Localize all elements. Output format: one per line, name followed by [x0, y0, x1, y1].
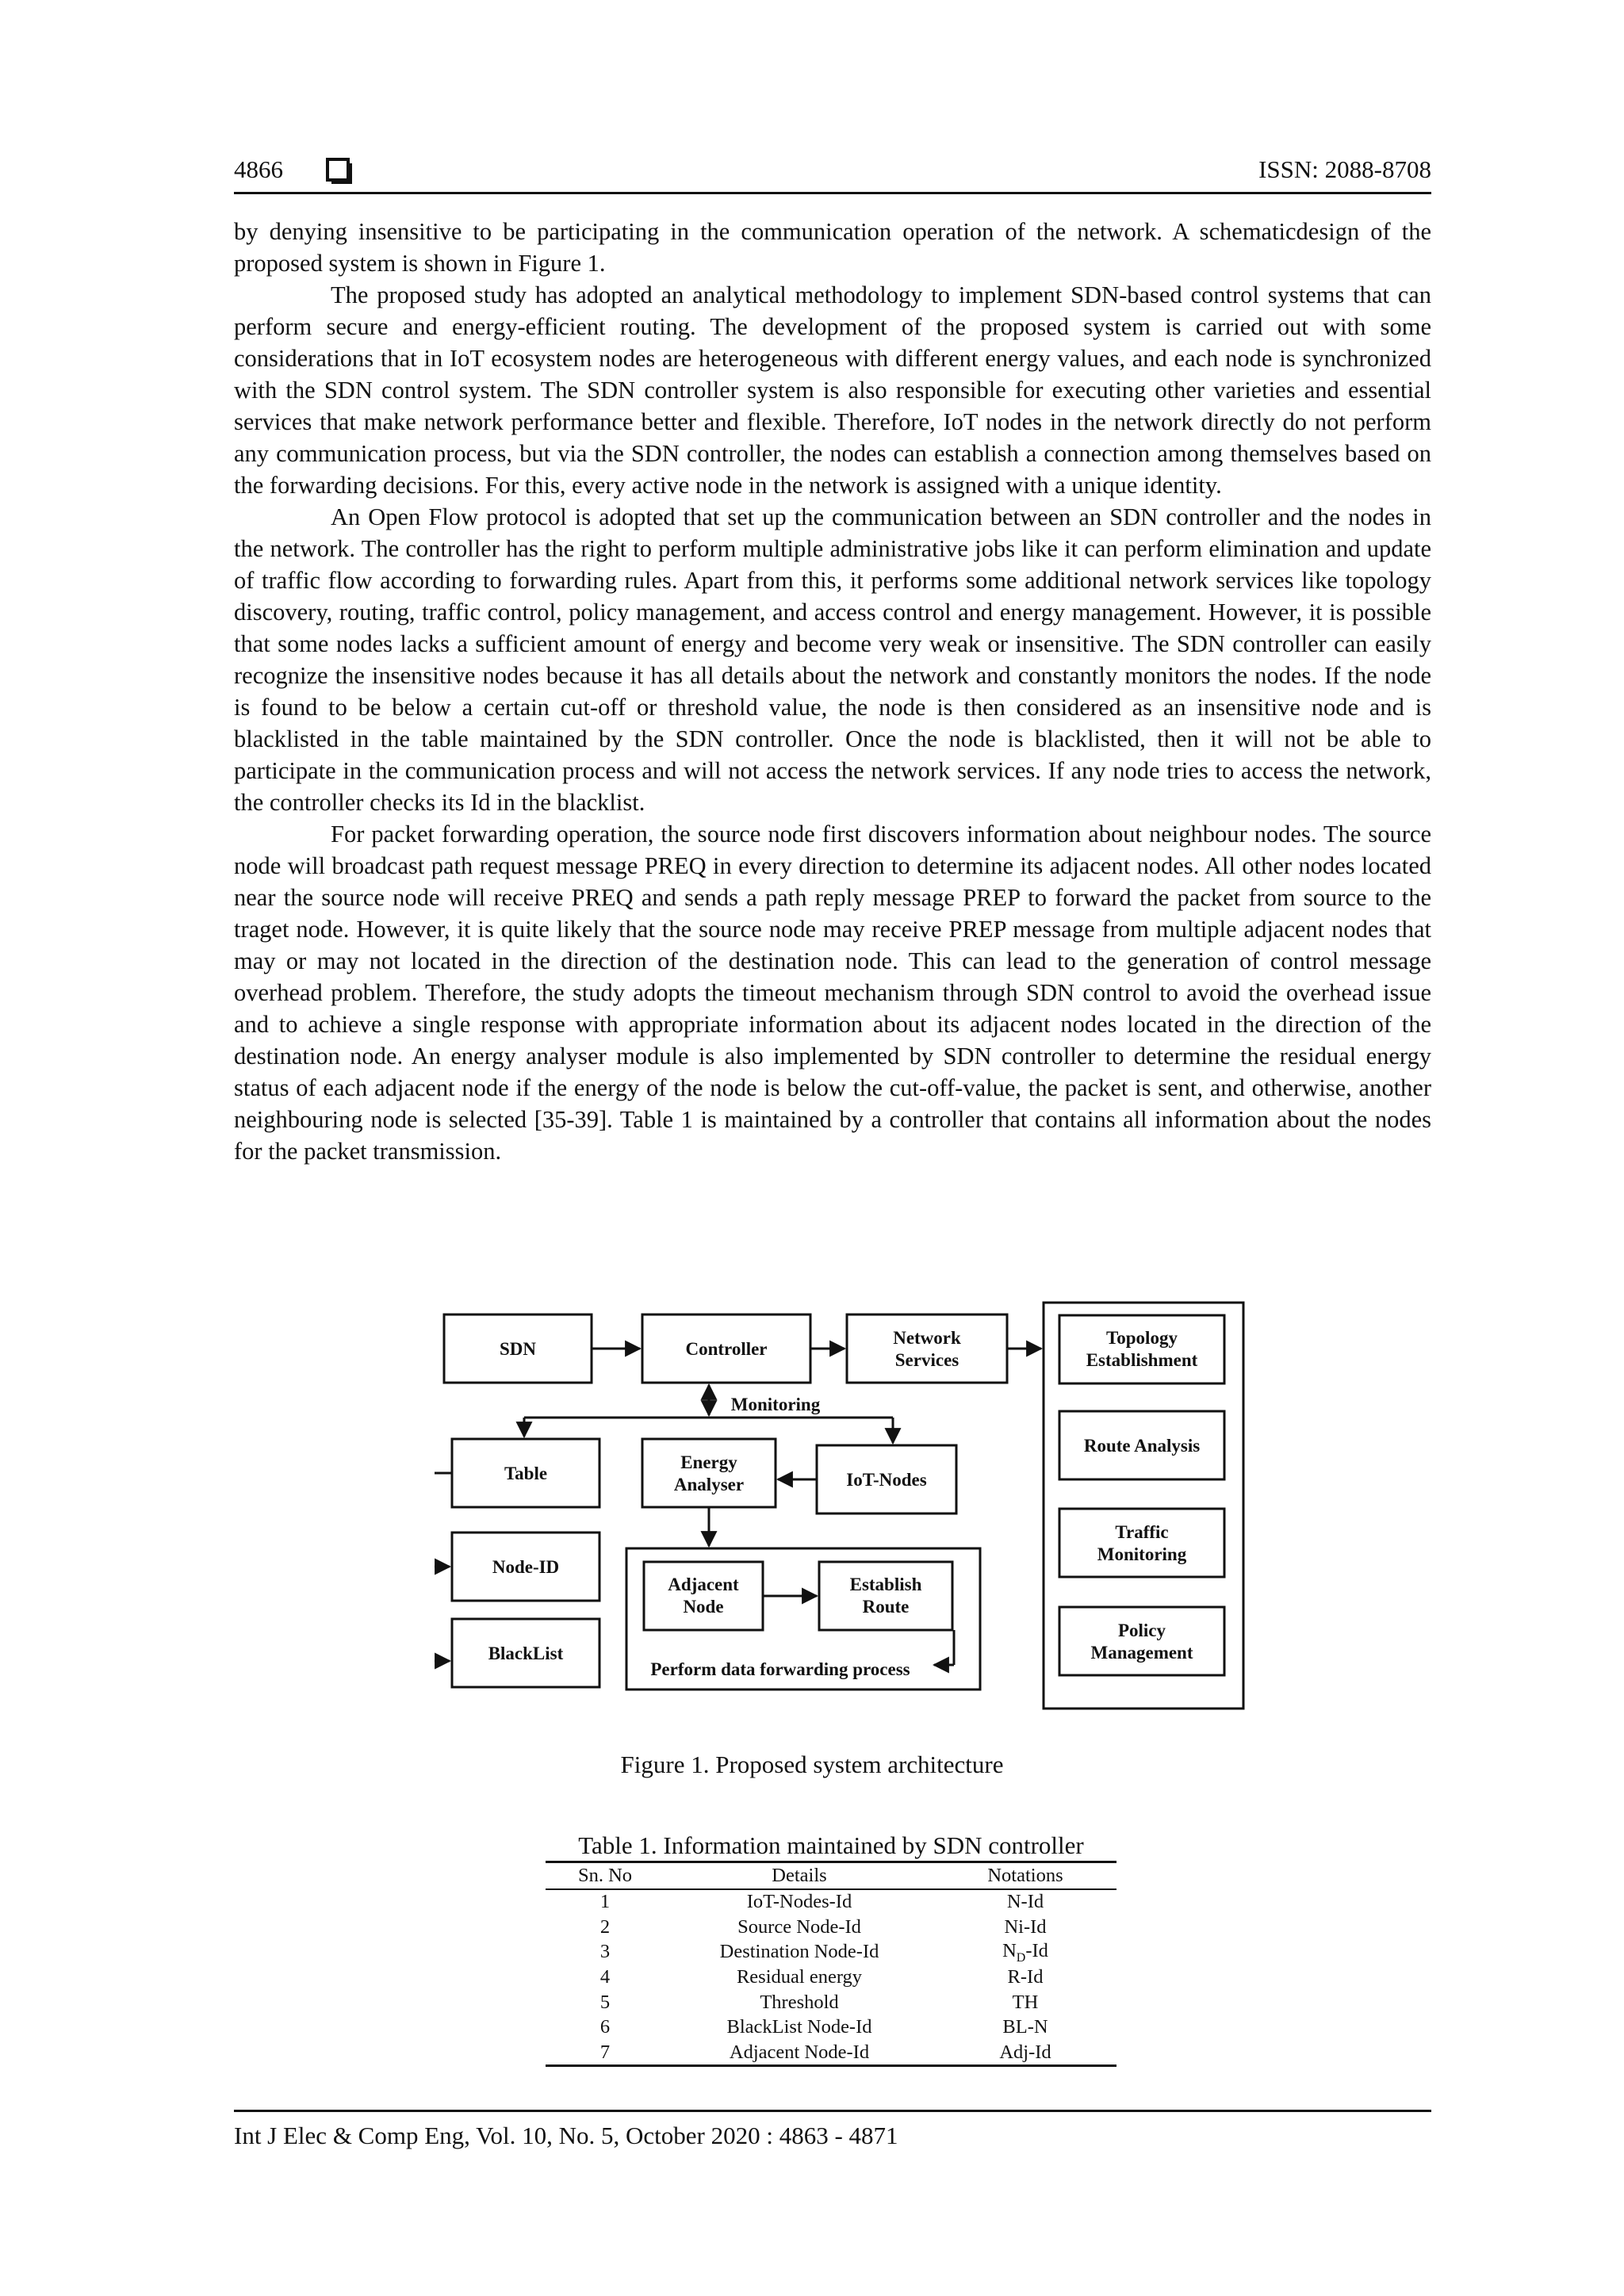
notation-subscript: D	[1016, 1950, 1026, 1965]
energy-analyser-box	[642, 1439, 776, 1507]
cell-notation: TH	[1012, 1991, 1039, 2013]
table-row	[546, 1915, 1116, 1940]
table-caption: Table 1. Information maintained by SDN controller	[578, 1831, 1084, 1859]
network-services-box	[847, 1314, 1007, 1383]
col-header-details: Details	[772, 1864, 827, 1886]
establish-route-label: Route	[862, 1597, 910, 1617]
body-text	[234, 216, 1431, 1167]
paragraph: The proposed study has adopted an analytical methodology to implement SDN-based control systems that can perform secure and energy-efficient routing. The development of the proposed system is carried out with some considerations that in IoT ecosystem nodes are heterogeneous with different energy values, and each node is synchronized with the SDN control system. The SDN controller system is also responsible for executing other varieties and essential services that make network performance better and flexible. Therefore, IoT nodes in the network directly do not perform any communication process, but via the SDN controller, the nodes can establish a connection among themselves based on the forwarding decisions. For this, every active node in the network is assigned with a unique identity.	[234, 281, 1431, 499]
policy-management-label: Policy	[1117, 1621, 1166, 1640]
paragraph: An Open Flow protocol is adopted that set up the communication between an SDN controller and the nodes in the network. The controller has the right to perform multiple administrative jobs like it can perform elimination and update of traffic flow according to forwarding rules. Apart from this, it performs some additional network services like topology discovery, routing, traffic control, policy management, and access control and energy management. However, it is possible that some nodes lacks a sufficient amount of energy and become very weak or insensitive. The SDN controller can easily recognize the insensitive nodes because it has all details about the network and constantly monitors the nodes. If the node is found to be below a certain cut-off or threshold value, the node is then considered as an insensitive node and is blacklisted in the table maintained by the SDN controller. Once the node is blacklisted, then it will not be able to participate in the communication process and will not access the network services. If any node tries to access the network, the controller checks its Id in the blacklist.	[234, 503, 1431, 816]
footer-rule	[234, 2110, 1431, 2112]
controller-label: Controller	[685, 1339, 768, 1359]
table-label: Table	[504, 1464, 548, 1483]
cell-notation: Adj-Id	[999, 2041, 1051, 2063]
col-header-notations: Notations	[987, 1864, 1063, 1886]
cell-notation: BL-N	[1002, 2016, 1048, 2038]
table-row	[546, 1965, 1116, 1990]
policy-management-label: Management	[1090, 1643, 1193, 1663]
cell-notation: R-Id	[1007, 1966, 1044, 1988]
journal-citation: Int J Elec & Comp Eng, Vol. 10, No. 5, October 2020 : 4863 - 4871	[234, 2122, 898, 2149]
cell-details: Adjacent Node-Id	[729, 2041, 870, 2063]
blacklist-label: BlackList	[488, 1644, 564, 1663]
ballot-box-icon	[326, 158, 350, 182]
forwarding-process-label: Perform data forwarding process	[650, 1659, 910, 1679]
cell-notation	[934, 1940, 1116, 1965]
route-analysis-label: Route Analysis	[1083, 1436, 1201, 1456]
cell-sn: 2	[599, 1915, 611, 1938]
cell-details: Residual energy	[736, 1966, 863, 1988]
topology-label: Topology	[1106, 1328, 1178, 1348]
architecture-diagram	[435, 1300, 1267, 1720]
header-rule	[234, 192, 1431, 194]
adjacent-node-box	[644, 1562, 763, 1630]
col-header-sn: Sn. No	[577, 1864, 633, 1886]
adjacent-node-label: Adjacent	[668, 1575, 739, 1594]
cell-details: Destination Node-Id	[719, 1941, 879, 1963]
paragraph: by denying insensitive to be participating in the communication operation of the network. A schematicdesign of the proposed system is shown in Figure 1.	[234, 218, 1431, 277]
topology-box	[1059, 1315, 1224, 1383]
energy-analyser-label: Energy	[680, 1452, 737, 1472]
traffic-monitoring-label: Traffic	[1115, 1522, 1169, 1542]
page-header	[234, 155, 1431, 195]
cell-sn: 6	[599, 2016, 611, 2038]
info-table	[546, 1861, 1116, 2067]
cell-sn: 5	[599, 1991, 611, 2013]
traffic-monitoring-label: Monitoring	[1097, 1544, 1187, 1564]
cell-notation: Ni-Id	[1004, 1915, 1047, 1938]
monitoring-label: Monitoring	[730, 1395, 821, 1414]
policy-management-box	[1059, 1607, 1224, 1675]
cell-sn: 7	[599, 2041, 611, 2063]
figure-caption: Figure 1. Proposed system architecture	[620, 1751, 1004, 1778]
cell-sn: 3	[599, 1941, 611, 1963]
network-services-label: Services	[894, 1350, 959, 1370]
notation-suffix: -Id	[1025, 1939, 1048, 1961]
traffic-monitoring-box	[1059, 1509, 1224, 1577]
adjacent-node-label: Node	[683, 1597, 724, 1617]
sdn-label: SDN	[499, 1339, 537, 1359]
energy-analyser-label: Analyser	[673, 1475, 745, 1494]
table-row	[546, 2015, 1116, 2040]
paragraph: For packet forwarding operation, the source node first discovers information about neighbour nodes. The source node will broadcast path request message PREQ in every direction to determine its adjacent nodes. All other nodes located near the source node will receive PREQ and sends a path reply message PREP to forward the packet from source to the traget node. However, it is quite likely that the source node may receive PREP message from multiple adjacent nodes that may or may not located in the direction of the destination node. This can lead to the generation of control message overhead problem. Therefore, the study adopts the timeout mechanism through SDN control to avoid the overhead issue and to achieve a single response with appropriate information about its adjacent nodes located in the direction of the destination node. An energy analyser module is also implemented by SDN controller to determine the residual energy status of each adjacent node if the energy of the node is below the cut-off-value, the packet is sent, and otherwise, another neighbouring node is selected [35-39]. Table 1 is maintained by a controller that contains all information about the nodes for the packet transmission.	[234, 821, 1431, 1165]
table-row	[546, 2040, 1116, 2066]
cell-notation: N-Id	[1006, 1891, 1044, 1913]
cell-details: Threshold	[760, 1991, 839, 2013]
table-row	[546, 1940, 1116, 1965]
node-id-label: Node-ID	[492, 1557, 560, 1577]
cell-details: BlackList Node-Id	[726, 2016, 872, 2038]
table-row	[546, 1990, 1116, 2015]
table-header-row	[546, 1862, 1116, 1889]
notation-base: N	[1002, 1939, 1017, 1961]
cell-details: Source Node-Id	[737, 1915, 861, 1938]
cell-details: IoT-Nodes-Id	[746, 1891, 852, 1913]
page-number: 4866	[234, 155, 283, 183]
topology-label: Establishment	[1086, 1350, 1198, 1370]
network-services-label: Network	[893, 1328, 961, 1348]
issn: ISSN: 2088-8708	[1258, 155, 1431, 183]
cell-sn: 4	[599, 1966, 611, 1988]
iot-nodes-label: IoT-Nodes	[846, 1470, 927, 1490]
cell-sn: 1	[599, 1891, 611, 1913]
establish-route-label: Establish	[849, 1575, 922, 1594]
table-row	[546, 1889, 1116, 1915]
establish-route-box	[819, 1562, 952, 1630]
